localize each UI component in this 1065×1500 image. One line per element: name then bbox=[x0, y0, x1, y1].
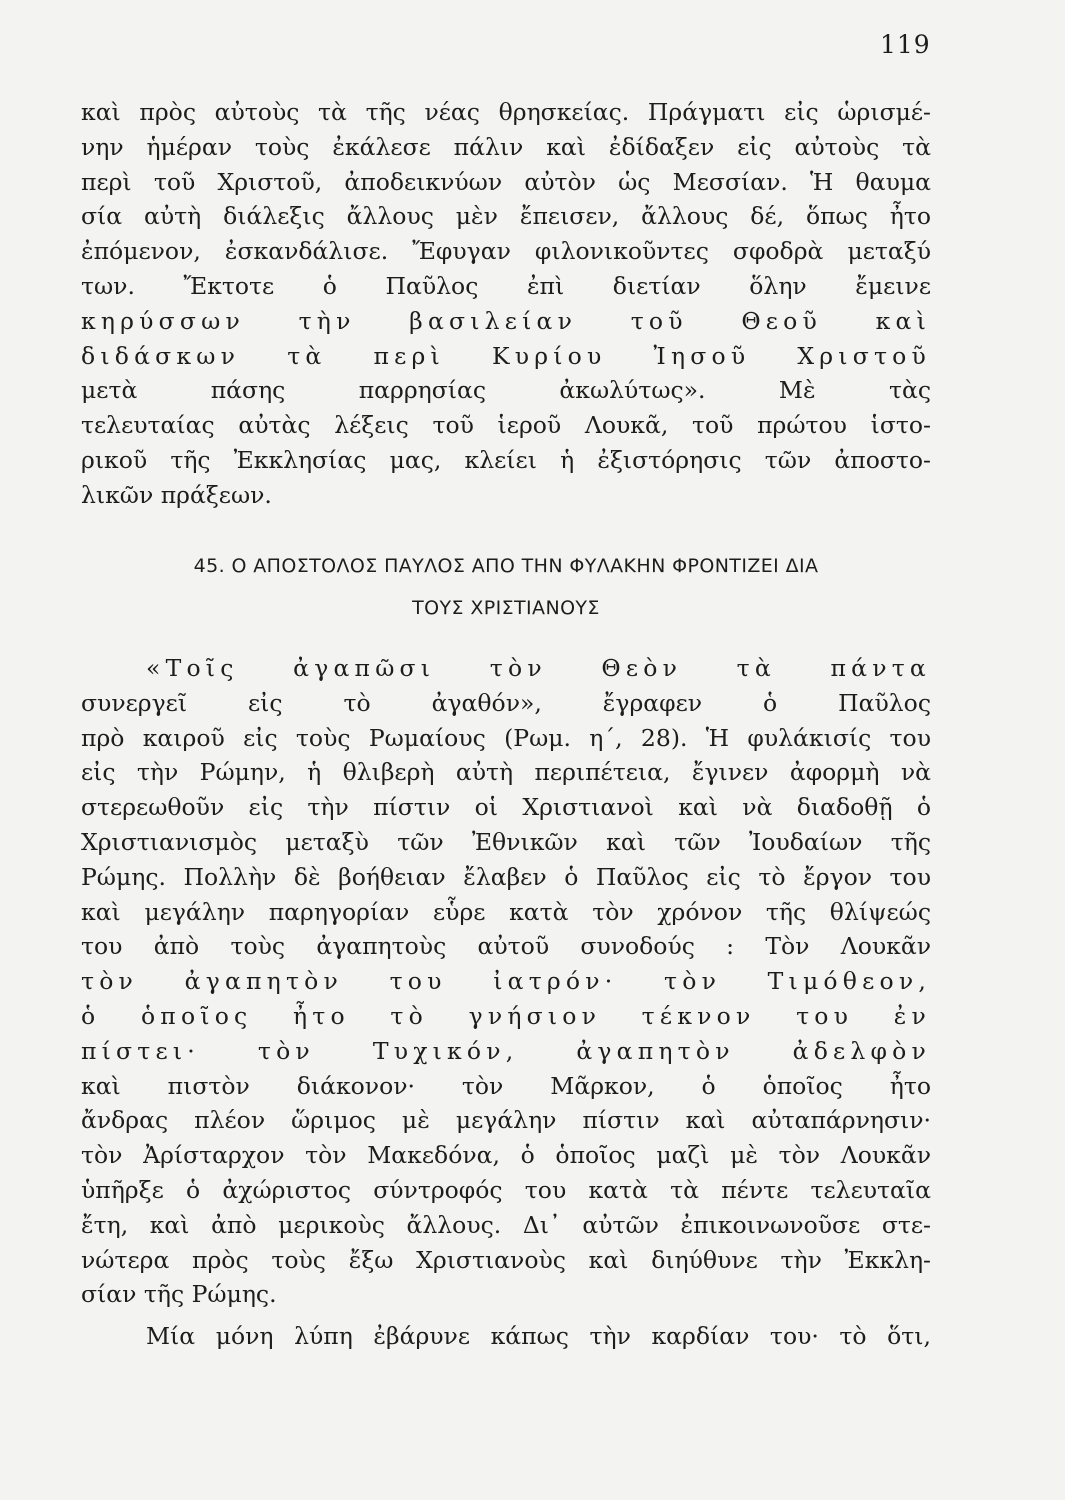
text-line: μετὰ πάσης παρρησίας ἀκωλύτως». Μὲ τὰς bbox=[81, 376, 931, 405]
text-line: Χριστιανισμὸς μεταξὺ τῶν Ἐθνικῶν καὶ τῶν Ἰουδαίων τῆς bbox=[81, 827, 931, 856]
text-line: νην ἡμέραν τοὺς ἐκάλεσε πάλιν καὶ ἐδίδαξεν εἰς αὐτοὺς τὰ bbox=[81, 132, 931, 161]
text-line: καὶ πιστὸν διάκονον· τὸν Μᾶρκον, ὁ ὁποῖος ἦτο bbox=[81, 1071, 931, 1100]
text-line: διδάσκων τὰ περὶ Κυρίου Ἰησοῦ Χριστοῦ bbox=[81, 341, 931, 370]
text-line: σία αὐτὴ διάλεξις ἄλλους μὲν ἔπεισεν, ἄλλους δέ, ὅπως ἦτο bbox=[81, 202, 931, 231]
text-line: εἰς τὴν Ρώμην, ἡ θλιβερὴ αὐτὴ περιπέτεια, ἔγινεν ἀφορμὴ νὰ bbox=[81, 758, 931, 787]
text-line: καὶ πρὸς αὐτοὺς τὰ τῆς νέας θρησκείας. Πράγματι εἰς ὡρισμέ- bbox=[81, 98, 931, 126]
text-line: του ἀπὸ τοὺς ἀγαπητοὺς αὐτοῦ συνοδούς : Τὸν Λουκᾶν bbox=[81, 932, 931, 961]
text-line: ρικοῦ τῆς Ἐκκλησίας μας, κλείει ἡ ἐξιστόρησις τῶν ἀποστο- bbox=[81, 445, 931, 474]
text-line: κηρύσσων τὴν βασιλείαν τοῦ Θεοῦ καὶ bbox=[81, 306, 931, 335]
text-line: τὸν Ἀρίσταρχον τὸν Μακεδόνα, ὁ ὁποῖος μαζὶ μὲ τὸν Λουκᾶν bbox=[81, 1141, 931, 1170]
text-line: τελευταίας αὐτὰς λέξεις τοῦ ἱεροῦ Λουκᾶ, τοῦ πρώτου ἱστο- bbox=[81, 411, 931, 440]
text-line: ὑπῆρξε ὁ ἀχώριστος σύντροφός του κατὰ τὰ πέντε τελευταῖα bbox=[81, 1175, 931, 1204]
paragraph-3 bbox=[81, 1319, 931, 1354]
page-number: 119 bbox=[880, 30, 931, 59]
text-line: συνεργεῖ εἰς τὸ ἀγαθόν», ἔγραφεν ὁ Παῦλος bbox=[81, 688, 931, 717]
text-line: Ρώμης. Πολλὴν δὲ βοήθειαν ἔλαβεν ὁ Παῦλος εἰς τὸ ἔργον του bbox=[81, 862, 931, 891]
text-line: ἔτη, καὶ ἀπὸ μερικοὺς ἄλλους. Δι᾽ αὐτῶν ἐπικοινωνοῦσε στε- bbox=[81, 1210, 931, 1239]
text-line: περὶ τοῦ Χριστοῦ, ἀποδεικνύων αὐτὸν ὡς Μεσσίαν. Ἡ θαυμα bbox=[81, 167, 931, 196]
text-line: των. Ἔκτοτε ὁ Παῦλος ἐπὶ διετίαν ὅλην ἔμεινε bbox=[81, 271, 931, 300]
paragraph-2 bbox=[81, 651, 931, 1312]
section-heading-line-2: ΤΟΥΣ ΧΡΙΣΤΙΑΝΟΥΣ bbox=[412, 597, 600, 619]
text-line: ἐπόμενον, ἐσκανδάλισε. Ἔφυγαν φιλονικοῦντες σφοδρὰ μεταξύ bbox=[81, 237, 931, 266]
text-line: λικῶν πράξεων. bbox=[81, 480, 272, 509]
text-line: ὁ ὁποῖος ἦτο τὸ γνήσιον τέκνον του ἐν bbox=[81, 1001, 931, 1030]
text-line: τὸν ἀγαπητὸν του ἰατρόν· τὸν Τιμόθεον, bbox=[81, 967, 931, 996]
text-line: πίστει· τὸν Τυχικόν, ἀγαπητὸν ἀδελφὸν bbox=[81, 1036, 931, 1065]
text-line: Μία μόνη λύπη ἐβάρυνε κάπως τὴν καρδίαν του· τὸ ὅτι, bbox=[146, 1322, 931, 1350]
text-line: στερεωθοῦν εἰς τὴν πίστιν οἱ Χριστιανοὶ καὶ νὰ διαδοθῇ ὁ bbox=[81, 793, 931, 822]
text-line: σίαν τῆς Ρώμης. bbox=[81, 1280, 277, 1309]
text-line: πρὸ καιροῦ εἰς τοὺς Ρωμαίους (Ρωμ. η΄, 28). Ἡ φυλάκισίς του bbox=[81, 723, 931, 752]
section-heading-line-1: 45. Ο ΑΠΟΣΤΟΛΟΣ ΠΑΥΛΟΣ ΑΠΟ ΤΗΝ ΦΥΛΑΚΗΝ ΦΡΟΝΤΙΖΕΙ ΔΙΑ bbox=[193, 555, 819, 577]
text-line: νώτερα πρὸς τοὺς ἔξω Χριστιανοὺς καὶ διηύθυνε τὴν Ἐκκλη- bbox=[81, 1245, 931, 1274]
text-line: ἄνδρας πλέον ὥριμος μὲ μεγάλην πίστιν καὶ αὐταπάρνησιν· bbox=[81, 1106, 931, 1135]
paragraph-1 bbox=[81, 95, 931, 513]
text-line: «Τοῖς ἀγαπῶσι τὸν Θεὸν τὰ πάντα bbox=[146, 654, 931, 682]
text-line: καὶ μεγάλην παρηγορίαν εὗρε κατὰ τὸν χρόνον τῆς θλίψεώς bbox=[81, 897, 931, 926]
